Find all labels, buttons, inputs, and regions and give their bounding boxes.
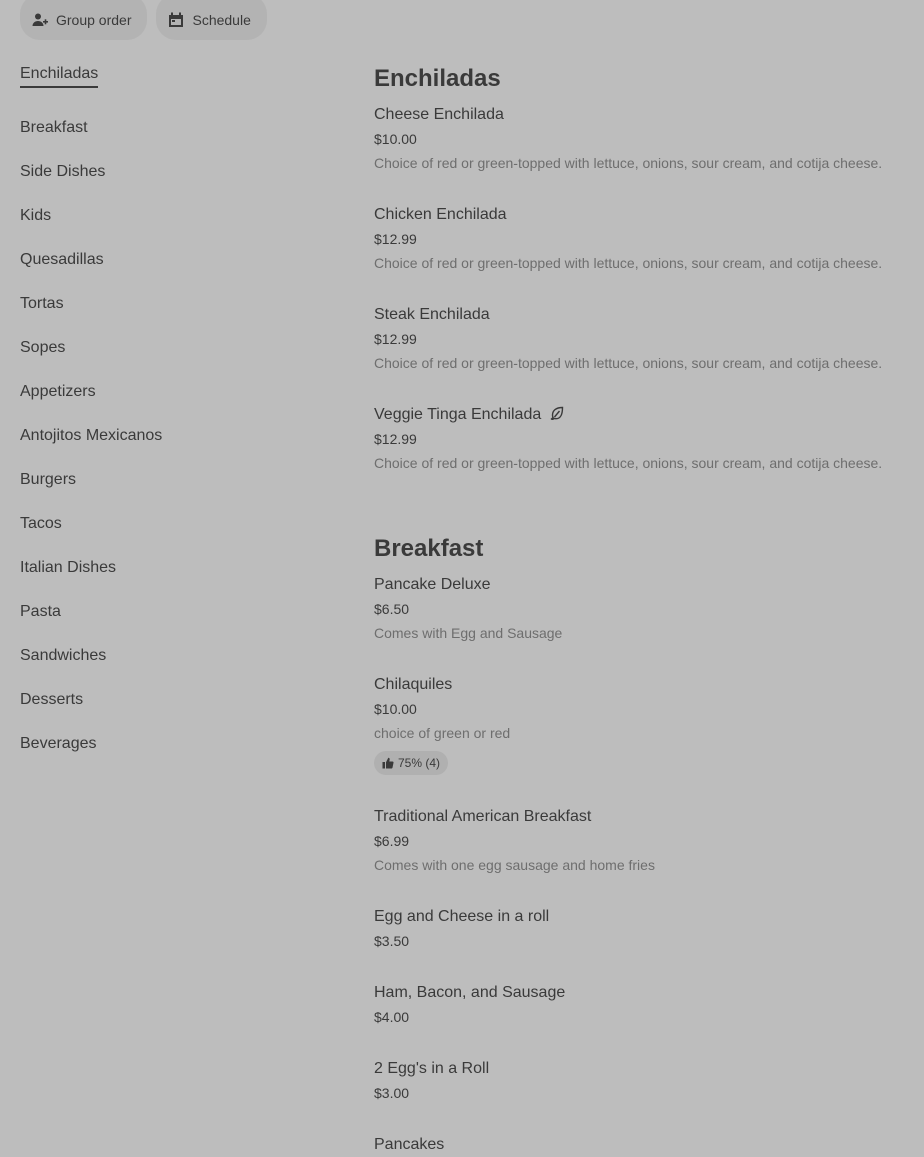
menu-item[interactable] bbox=[374, 672, 914, 804]
schedule-label: Schedule bbox=[192, 12, 251, 28]
section-breakfast bbox=[374, 532, 914, 1157]
item-name: 2 Egg's in a Roll bbox=[374, 1060, 490, 1077]
section-title: Breakfast bbox=[374, 535, 484, 562]
sidebar-item-tortas[interactable]: Tortas bbox=[20, 295, 64, 312]
item-price: $12.99 bbox=[374, 331, 417, 347]
item-description: Choice of red or green-topped with lettuce, onions, sour cream, and cotija cheese. bbox=[374, 355, 883, 371]
sidebar-item-antojitos-mexicanos[interactable]: Antojitos Mexicanos bbox=[20, 427, 163, 444]
menu-item[interactable] bbox=[374, 102, 914, 202]
sidebar-item-sandwiches[interactable]: Sandwiches bbox=[20, 647, 107, 664]
item-description: Comes with Egg and Sausage bbox=[374, 625, 563, 641]
item-name: Steak Enchilada bbox=[374, 306, 490, 323]
rating-text: 75% (4) bbox=[398, 756, 441, 770]
group-order-label: Group order bbox=[56, 12, 132, 28]
item-name: Ham, Bacon, and Sausage bbox=[374, 984, 566, 1001]
item-price: $6.50 bbox=[374, 601, 410, 617]
sidebar-item-enchiladas[interactable]: Enchiladas bbox=[20, 60, 340, 106]
item-price: $4.00 bbox=[374, 1009, 410, 1025]
menu-item[interactable] bbox=[374, 804, 914, 904]
menu-item[interactable] bbox=[374, 980, 914, 1056]
item-name: Cheese Enchilada bbox=[374, 106, 504, 123]
menu-item[interactable] bbox=[374, 202, 914, 302]
item-name-row bbox=[374, 402, 914, 427]
item-name: Chilaquiles bbox=[374, 676, 453, 693]
item-description: choice of green or red bbox=[374, 725, 511, 741]
category-sidebar bbox=[20, 60, 340, 766]
item-description: Choice of red or green-topped with lettuce, onions, sour cream, and cotija cheese. bbox=[374, 455, 883, 471]
sidebar-item-tacos[interactable]: Tacos bbox=[20, 515, 62, 532]
menu-item[interactable] bbox=[374, 1056, 914, 1132]
menu-item[interactable] bbox=[374, 904, 914, 980]
menu-item[interactable] bbox=[374, 1132, 914, 1157]
sidebar-item-sopes[interactable]: Sopes bbox=[20, 339, 66, 356]
item-name: Traditional American Breakfast bbox=[374, 808, 592, 825]
item-name: Pancakes bbox=[374, 1136, 445, 1153]
menu-item[interactable] bbox=[374, 302, 914, 402]
calendar-icon bbox=[168, 12, 184, 28]
sidebar-item-side-dishes[interactable]: Side Dishes bbox=[20, 163, 106, 180]
sidebar-item-appetizers[interactable]: Appetizers bbox=[20, 383, 96, 400]
item-price: $12.99 bbox=[374, 231, 417, 247]
item-name: Chicken Enchilada bbox=[374, 206, 507, 223]
group-order-button[interactable] bbox=[20, 0, 147, 40]
item-name: Pancake Deluxe bbox=[374, 576, 491, 593]
sidebar-item-pasta[interactable]: Pasta bbox=[20, 603, 61, 620]
leaf-icon bbox=[550, 406, 564, 420]
sidebar-item-burgers[interactable]: Burgers bbox=[20, 471, 77, 488]
item-price: $10.00 bbox=[374, 131, 417, 147]
menu-content bbox=[374, 62, 914, 1157]
item-description: Comes with one egg sausage and home fries bbox=[374, 857, 655, 873]
menu-item[interactable] bbox=[374, 572, 914, 672]
section-title: Enchiladas bbox=[374, 65, 501, 92]
sidebar-item-beverages[interactable]: Beverages bbox=[20, 735, 97, 752]
menu-item[interactable] bbox=[374, 402, 914, 532]
sidebar-item-desserts[interactable]: Desserts bbox=[20, 691, 84, 708]
schedule-button[interactable] bbox=[156, 0, 266, 40]
item-price: $12.99 bbox=[374, 431, 417, 447]
thumbs-up-icon bbox=[382, 757, 394, 769]
item-description: Choice of red or green-topped with lettuce, onions, sour cream, and cotija cheese. bbox=[374, 255, 883, 271]
sidebar-item-italian-dishes[interactable]: Italian Dishes bbox=[20, 559, 117, 576]
item-price: $3.50 bbox=[374, 933, 410, 949]
section-enchiladas bbox=[374, 62, 914, 532]
sidebar-item-breakfast[interactable]: Breakfast bbox=[20, 119, 88, 136]
item-price: $3.00 bbox=[374, 1085, 410, 1101]
person-add-icon bbox=[32, 12, 48, 28]
rating-badge bbox=[374, 751, 448, 775]
item-description: Choice of red or green-topped with lettuce, onions, sour cream, and cotija cheese. bbox=[374, 155, 883, 171]
item-price: $10.00 bbox=[374, 701, 417, 717]
item-price: $6.99 bbox=[374, 833, 410, 849]
item-name: Veggie Tinga Enchilada bbox=[374, 406, 542, 423]
item-name: Egg and Cheese in a roll bbox=[374, 908, 550, 925]
sidebar-item-quesadillas[interactable]: Quesadillas bbox=[20, 251, 104, 268]
sidebar-item-kids[interactable]: Kids bbox=[20, 207, 52, 224]
top-actions bbox=[20, 0, 267, 40]
